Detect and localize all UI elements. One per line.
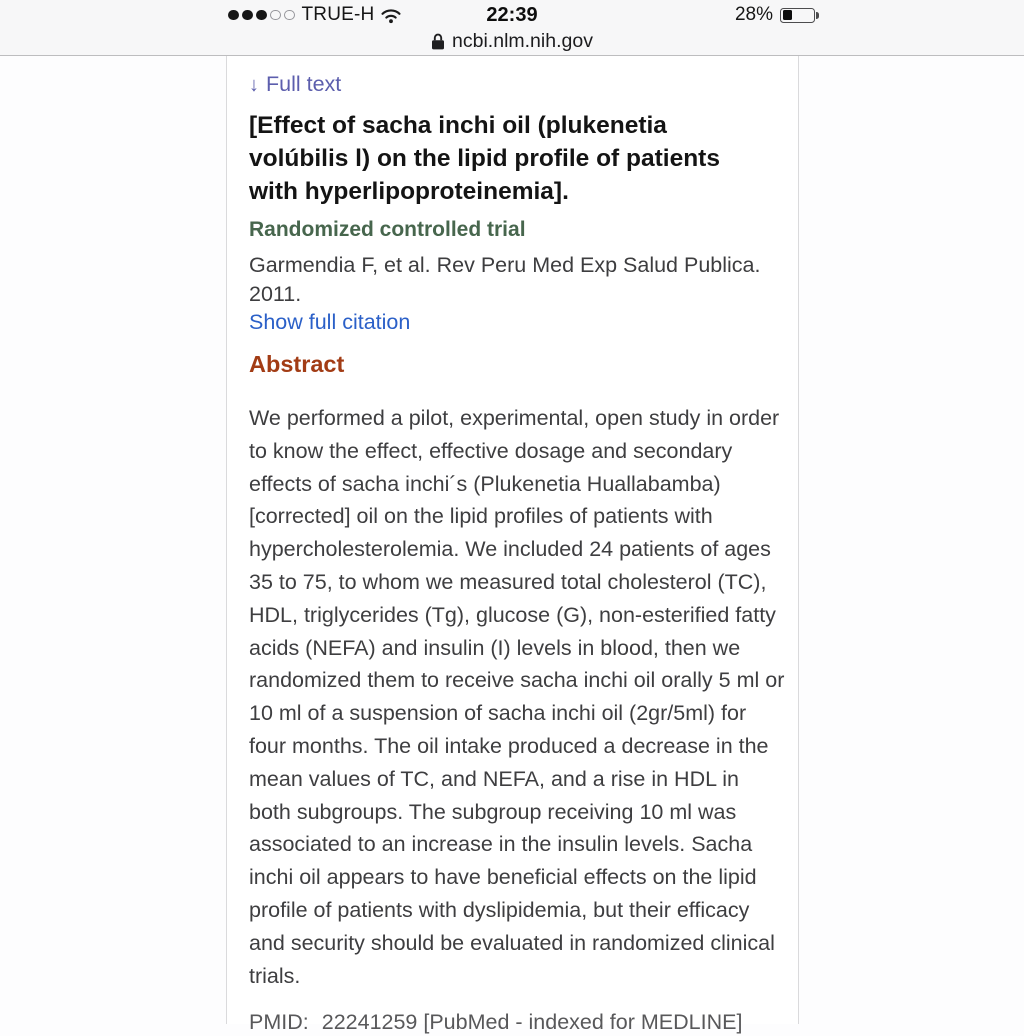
full-text-label: Full text	[266, 72, 342, 96]
status-bar	[0, 0, 1024, 56]
url-bar[interactable]	[0, 29, 1024, 53]
battery-fill	[783, 10, 792, 20]
article-content	[226, 56, 799, 1035]
lock-icon	[431, 33, 445, 50]
article-title: [Effect of sacha inchi oil (plukenetia volúbilis l) on the lipid profile of patients with hyperlipoproteinemia].	[249, 112, 720, 205]
url-domain[interactable]: ncbi.nlm.nih.gov	[452, 29, 593, 52]
clock-time: 22:39	[486, 4, 538, 26]
abstract-text: We performed a pilot, experimental, open study in order to know the effect, effective dosage and secondary effects of sacha inchi´s (Plukenetia Huallabamba) [corrected] oil on the lipid profiles of patients with hypercholesterolemia. We included 24 patients of ages 35 to 75, to whom we measured total cholesterol (TC), HDL, triglycerides (Tg), glucose (G), non-esterified fatty acids (NEFA) and insulin (I) levels in blood, then we randomized them to receive sacha inchi oil orally 5 ml or 10 ml of a suspension of sacha inchi oil (2gr/5ml) for four months. The oil intake produced a decrease in the mean values of TC, and NEFA, and a rise in HDL in both subgroups. The subgroup receiving 10 ml was associated to an increase in the insulin levels. Sacha inchi oil appears to have beneficial effects on the lipid profile of patients with dyslipidemia, but their efficacy and security should be evaluated in randomized clinical trials.	[249, 406, 785, 988]
publication-type-label: Randomized controlled trial	[249, 218, 526, 241]
pmid-value: 22241259 [PubMed - indexed for MEDLINE]	[321, 1010, 743, 1035]
down-arrow-icon: ↓	[249, 74, 259, 96]
battery-nub	[816, 12, 819, 19]
pmid-label: PMID:	[249, 1010, 309, 1035]
browser-viewport	[0, 56, 1024, 1035]
battery-icon	[780, 8, 815, 23]
status-bar-top-row	[0, 4, 1024, 26]
show-full-citation-link[interactable]: Show full citation	[249, 310, 411, 334]
pmid-row	[249, 1008, 786, 1036]
full-text-link[interactable]	[249, 72, 341, 97]
battery-percent-label: 28%	[734, 4, 773, 25]
abstract-heading: Abstract	[249, 350, 345, 377]
status-right-group	[735, 4, 815, 26]
citation-text: Garmendia F, et al. Rev Peru Med Exp Salud Publica. 2011.	[249, 253, 761, 306]
carrier-name: TRUE-H	[301, 4, 375, 25]
citation-block	[249, 251, 786, 337]
